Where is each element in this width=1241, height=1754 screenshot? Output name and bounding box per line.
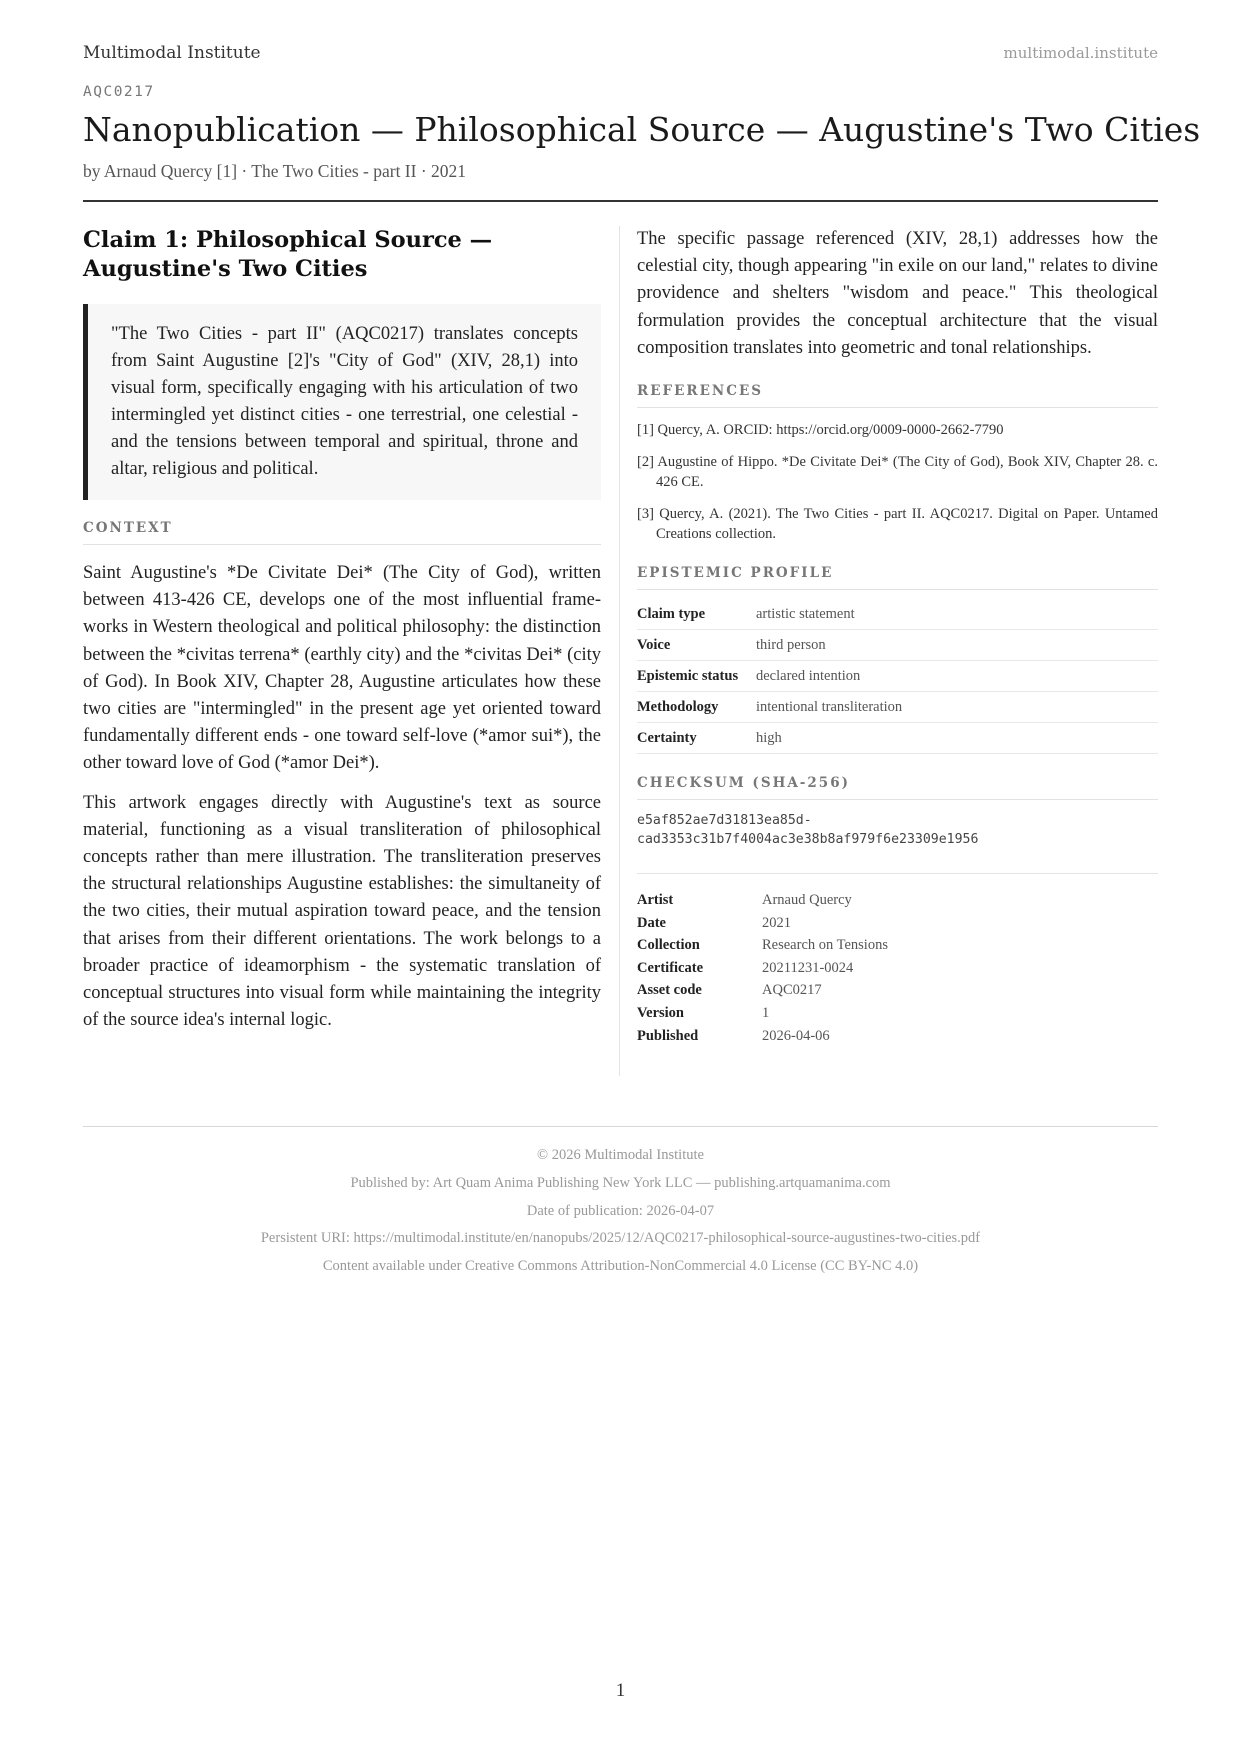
metadata-value: 1 (762, 1004, 770, 1021)
context-paragraph: This artwork engages directly with Augustine's text as source material, functioning as a visual transliteration of philosophical concepts rather than mere illustration. The transliteration preserves the structural relationships Augustine establishes: the simultaneity of the two cities, their mutual aspiration toward peace, and the tension that arises from their different orientations. The work belongs to a broader practice of ideamorphism - the systematic translation of conceptual structures into visual form while maintaining the integrity of the source idea's internal logic. (83, 792, 601, 1031)
asset-code-label: AQC0217 (83, 84, 155, 100)
footer-divider (83, 1126, 1158, 1127)
metadata-value: 2021 (762, 914, 791, 931)
metadata-value: Arnaud Quercy (762, 892, 852, 909)
profile-row (637, 723, 1158, 754)
metadata-row (637, 937, 1158, 960)
page-number: 1 (615, 1680, 626, 1701)
metadata-key: Published (637, 1027, 699, 1044)
metadata-key: Asset code (637, 982, 702, 999)
document-page (83, 0, 1201, 1754)
site-name: Multimodal Institute (83, 43, 261, 63)
byline: by Arnaud Quercy [1] · The Two Cities - part II · 2021 (83, 161, 467, 181)
profile-row (637, 661, 1158, 692)
profile-key: Certainty (637, 723, 756, 754)
metadata-row (637, 1028, 1158, 1051)
metadata-key: Collection (637, 937, 700, 954)
metadata-key: Version (637, 1004, 684, 1021)
profile-value: intentional transliteration (756, 692, 1158, 723)
checksum-line: e5af852ae7d31813ea85d- (637, 813, 812, 829)
metadata-value: Research on Tensions (762, 937, 888, 954)
site-url: multimodal.institute (1003, 44, 1158, 62)
page-header-bar (83, 43, 1158, 67)
footer-publication-date: Date of publication: 2026-04-07 (526, 1202, 715, 1219)
column-divider (619, 226, 620, 1076)
references-heading: REFERENCES (637, 383, 1158, 408)
profile-value: third person (756, 630, 1158, 661)
metadata-list (637, 892, 1158, 1050)
checksum-value (637, 811, 1158, 849)
footer-copyright: © 2026 Multimodal Institute (537, 1147, 704, 1163)
claim-title: Claim 1: Philosophical Source — Augustine's Two Cities (83, 227, 493, 282)
metadata-row (637, 915, 1158, 938)
metadata-value: 20211231-0024 (762, 959, 854, 976)
footer-publisher: Published by: Art Quam Anima Publishing New York LLC — publishing.artquamanima.com (350, 1174, 891, 1191)
context-paragraph: Saint Augustine's *De Civitate Dei* (The City of God), written between 413-426 CE, develops one of the most influential frameworks in Western theological and political philosophy: the distinction between the *civitas terrena* (earthly city) and the *civitas Dei* (city of God). In Book XIV, Chapter 28, Augustine articulates how these two cities are "intermingled" in the present age yet oriented toward fundamentally different ends - one toward self-love (*amor sui*), the other toward love of God (*amor Dei*). (83, 563, 601, 774)
reference-item: [1] Quercy, A. ORCID: https://orcid.org/0009-0000-2662-7790 (637, 422, 1004, 439)
document-title: Nanopublication — Philosophical Source — Augustine's Two Cities (83, 110, 1201, 149)
reference-item: [3] Quercy, A. (2021). The Two Cities - part II. AQC0217. Digital on Paper. Untamed Creations collection. (637, 506, 1158, 543)
right-column (637, 226, 1158, 1050)
profile-value: high (756, 723, 1158, 754)
profile-value: artistic statement (756, 599, 1158, 630)
claim-quote: "The Two Cities - part II" (AQC0217) translates concepts from Saint Augustine [2]'s "City of God" (XIV, 28,1) into visual form, specifically engaging with his articulation of two intermingled yet distinct cities - one terrestrial, one celestial - and the tensions between temporal and spiritual, throne and altar, religious and political. (83, 304, 601, 500)
metadata-divider (637, 873, 1158, 874)
profile-value: declared intention (756, 661, 1158, 692)
metadata-key: Artist (637, 892, 674, 909)
profile-key: Voice (637, 630, 756, 661)
epistemic-profile-heading: EPISTEMIC PROFILE (637, 565, 1158, 590)
context-continuation: The specific passage referenced (XIV, 28,1) addresses how the celestial city, though appearing "in exile on our land," relates to divine providence and shelters "wisdom and peace." This theological formulation provides the conceptual architecture that the visual composition translates into geometric and tonal relationships. (637, 229, 1158, 358)
header-divider (83, 200, 1158, 202)
footer-persistent-uri: Persistent URI: https://multimodal.institute/en/nanopubs/2025/12/AQC0217-philosophical-source-augustines-two-cities.pdf (260, 1230, 981, 1247)
profile-key: Epistemic status (637, 661, 756, 692)
profile-key: Claim type (637, 599, 756, 630)
profile-row (637, 599, 1158, 630)
metadata-value: 2026-04-06 (762, 1027, 830, 1044)
metadata-value: AQC0217 (762, 982, 822, 999)
epistemic-profile-table (637, 599, 1158, 754)
metadata-key: Date (637, 914, 666, 931)
metadata-row (637, 1005, 1158, 1028)
metadata-key: Certificate (637, 959, 704, 976)
checksum-line: cad3353c31b7f4004ac3e38b8af979f6e23309e1956 (637, 832, 979, 848)
profile-key: Methodology (637, 692, 756, 723)
metadata-row (637, 960, 1158, 983)
profile-row (637, 692, 1158, 723)
metadata-row (637, 982, 1158, 1005)
left-column (83, 226, 601, 1034)
footer-license: Content available under Creative Commons Attribution-NonCommercial 4.0 License (CC BY-NC 4.0) (322, 1258, 919, 1275)
checksum-heading: CHECKSUM (SHA-256) (637, 775, 1158, 800)
reference-list (637, 420, 1158, 544)
context-heading: CONTEXT (83, 520, 601, 545)
profile-row (637, 630, 1158, 661)
page-footer (83, 1142, 1158, 1281)
reference-item: [2] Augustine of Hippo. *De Civitate Dei* (The City of God), Book XIV, Chapter 28. c. 426 CE. (637, 454, 1158, 491)
metadata-row (637, 892, 1158, 915)
